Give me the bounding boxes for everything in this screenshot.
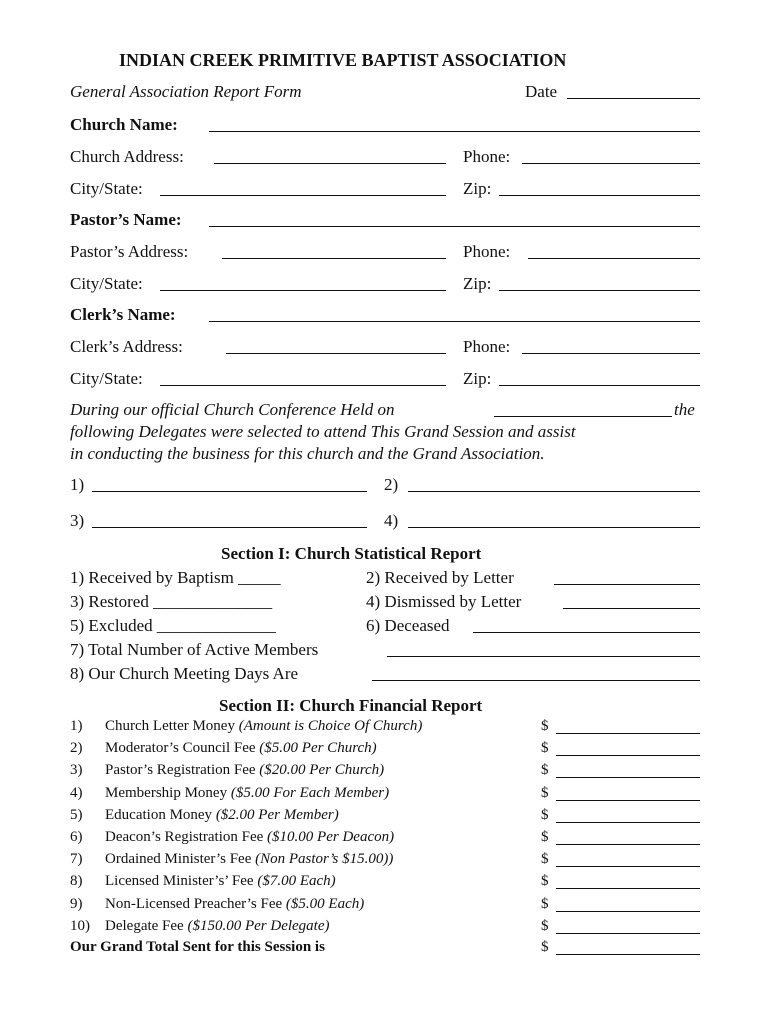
- church-phone-label: Phone:: [463, 147, 511, 166]
- financial-item-note: ($5.00 Per Church): [259, 740, 377, 756]
- conference-text-3: in conducting the business for this church and the Grand Association.: [70, 444, 545, 463]
- church-address-field[interactable]: [214, 163, 446, 164]
- section1-title: Section I: Church Statistical Report: [221, 544, 482, 563]
- financial-item-label: [105, 919, 330, 934]
- financial-item-note: ($5.00 Each): [285, 896, 365, 912]
- financial-item-currency: $: [541, 807, 549, 823]
- pastor-address-label: Pastor’s Address:: [70, 242, 189, 261]
- clerk-name-label: Clerk’s Name:: [70, 305, 176, 324]
- clerk-address-field[interactable]: [226, 353, 446, 354]
- financial-item-number: 4): [70, 785, 83, 801]
- financial-item-number: 5): [70, 807, 83, 823]
- financial-item-label-text: Non-Licensed Preacher’s Fee: [105, 896, 283, 912]
- stat-item-6-field[interactable]: [473, 632, 700, 633]
- financial-item-label: [105, 741, 377, 756]
- financial-item-note: ($10.00 Per Deacon): [267, 829, 395, 845]
- church-city-label: City/State:: [70, 179, 143, 198]
- clerk-phone-label: Phone:: [463, 337, 511, 356]
- financial-item-note: ($20.00 Per Church): [259, 762, 385, 778]
- church-address-label: Church Address:: [70, 147, 184, 166]
- financial-item-label: [105, 874, 336, 889]
- stat-item-2-field[interactable]: [554, 584, 700, 585]
- stat-item-6: 6) Deceased: [366, 616, 450, 635]
- delegate-2-field[interactable]: [408, 491, 700, 492]
- financial-item-label: [105, 852, 393, 867]
- financial-item-label-text: Moderator’s Council Fee: [105, 740, 256, 756]
- form-name: General Association Report Form: [70, 82, 302, 101]
- church-zip-label: Zip:: [463, 179, 492, 198]
- financial-item-label-text: Licensed Minister’s’ Fee: [105, 873, 254, 889]
- financial-item-note: ($2.00 Per Member): [215, 807, 339, 823]
- stat-item-8-field[interactable]: [372, 680, 700, 681]
- conference-date-field[interactable]: [494, 416, 672, 417]
- church-city-field[interactable]: [160, 195, 446, 196]
- financial-item-note: (Non Pastor’s $15.00)): [255, 851, 394, 867]
- stat-item-7: 7) Total Number of Active Members: [70, 640, 319, 659]
- financial-item-label-text: Delegate Fee: [105, 918, 184, 934]
- financial-item-number: 1): [70, 718, 83, 734]
- delegate-1-field[interactable]: [92, 491, 367, 492]
- financial-item-currency: $: [541, 740, 549, 756]
- church-phone-field[interactable]: [522, 163, 700, 164]
- delegate-2-label: 2): [384, 475, 399, 494]
- pastor-name-field[interactable]: [209, 226, 700, 227]
- financial-item-currency: $: [541, 873, 549, 889]
- financial-item-amount-field[interactable]: [556, 733, 700, 734]
- pastor-zip-label: Zip:: [463, 274, 492, 293]
- stat-item-4-field[interactable]: [563, 608, 700, 609]
- financial-item-currency: $: [541, 762, 549, 778]
- clerk-phone-field[interactable]: [522, 353, 700, 354]
- clerk-zip-field[interactable]: [499, 385, 700, 386]
- date-label: Date: [525, 82, 558, 101]
- financial-item-note: ($7.00 Each): [257, 873, 336, 889]
- financial-item-currency: $: [541, 918, 549, 934]
- financial-item-number: 10): [70, 918, 90, 934]
- church-name-field[interactable]: [209, 131, 700, 132]
- stat-item-7-field[interactable]: [387, 656, 700, 657]
- church-name-label: Church Name:: [70, 115, 178, 134]
- financial-item-note: ($150.00 Per Delegate): [187, 918, 330, 934]
- clerk-city-field[interactable]: [160, 385, 446, 386]
- financial-item-currency: $: [541, 896, 549, 912]
- financial-item-label-text: Ordained Minister’s Fee: [105, 851, 252, 867]
- pastor-address-field[interactable]: [222, 258, 446, 259]
- section2-title: Section II: Church Financial Report: [219, 696, 483, 715]
- financial-item-label: [105, 763, 384, 778]
- financial-item-amount-field[interactable]: [556, 888, 700, 889]
- church-zip-field[interactable]: [499, 195, 700, 196]
- financial-item-number: 6): [70, 829, 83, 845]
- financial-item-amount-field[interactable]: [556, 844, 700, 845]
- stat-item-5: 5) Excluded ______________: [70, 616, 276, 635]
- delegate-3-label: 3): [70, 511, 85, 530]
- financial-item-currency: $: [541, 829, 549, 845]
- pastor-phone-field[interactable]: [528, 258, 700, 259]
- financial-item-amount-field[interactable]: [556, 933, 700, 934]
- pastor-city-label: City/State:: [70, 274, 143, 293]
- financial-item-label-text: Education Money: [105, 807, 213, 823]
- financial-item-note: ($5.00 For Each Member): [230, 785, 390, 801]
- stat-item-2: 2) Received by Letter: [366, 568, 514, 587]
- delegate-1-label: 1): [70, 475, 85, 494]
- financial-item-amount-field[interactable]: [556, 755, 700, 756]
- financial-item-label: [105, 786, 389, 801]
- financial-item-number: 3): [70, 762, 83, 778]
- financial-item-amount-field[interactable]: [556, 777, 700, 778]
- grand-total-currency: $: [541, 939, 549, 955]
- financial-item-amount-field[interactable]: [556, 911, 700, 912]
- stat-item-3: 3) Restored ______________: [70, 592, 273, 611]
- pastor-phone-label: Phone:: [463, 242, 511, 261]
- date-field[interactable]: [567, 98, 700, 99]
- financial-item-currency: $: [541, 851, 549, 867]
- delegate-4-label: 4): [384, 511, 399, 530]
- financial-item-number: 8): [70, 873, 83, 889]
- clerk-address-label: Clerk’s Address:: [70, 337, 183, 356]
- financial-item-amount-field[interactable]: [556, 822, 700, 823]
- page-title: INDIAN CREEK PRIMITIVE BAPTIST ASSOCIATION: [119, 50, 567, 70]
- stat-item-8: 8) Our Church Meeting Days Are: [70, 664, 299, 683]
- financial-item-label-text: Deacon’s Registration Fee: [105, 829, 264, 845]
- financial-item-number: 9): [70, 896, 83, 912]
- financial-item-label-text: Pastor’s Registration Fee: [105, 762, 256, 778]
- delegate-4-field[interactable]: [408, 527, 700, 528]
- grand-total-field[interactable]: [556, 954, 700, 955]
- financial-item-currency: $: [541, 785, 549, 801]
- conference-text-2: following Delegates were selected to attend This Grand Session and assist: [70, 422, 576, 441]
- financial-item-label: [105, 830, 394, 845]
- financial-item-label: [105, 808, 339, 823]
- clerk-city-label: City/State:: [70, 369, 143, 388]
- financial-item-number: 2): [70, 740, 83, 756]
- pastor-zip-field[interactable]: [499, 290, 700, 291]
- grand-total-label: Our Grand Total Sent for this Session is: [70, 939, 325, 955]
- financial-item-amount-field[interactable]: [556, 866, 700, 867]
- conference-text-the: the: [674, 400, 695, 419]
- stat-item-4: 4) Dismissed by Letter: [366, 592, 522, 611]
- stat-item-1: 1) Received by Baptism _____: [70, 568, 281, 587]
- financial-item-label-text: Membership Money: [105, 785, 228, 801]
- conference-text-1: During our official Church Conference Held on: [70, 400, 395, 419]
- pastor-city-field[interactable]: [160, 290, 446, 291]
- delegate-3-field[interactable]: [92, 527, 367, 528]
- financial-item-number: 7): [70, 851, 83, 867]
- financial-item-label: [105, 719, 422, 734]
- financial-item-note: (Amount is Choice Of Church): [238, 718, 423, 734]
- pastor-name-label: Pastor’s Name:: [70, 210, 182, 229]
- financial-item-label: [105, 897, 364, 912]
- clerk-zip-label: Zip:: [463, 369, 492, 388]
- financial-item-amount-field[interactable]: [556, 800, 700, 801]
- financial-item-currency: $: [541, 718, 549, 734]
- financial-item-label-text: Church Letter Money: [105, 718, 235, 734]
- clerk-name-field[interactable]: [209, 321, 700, 322]
